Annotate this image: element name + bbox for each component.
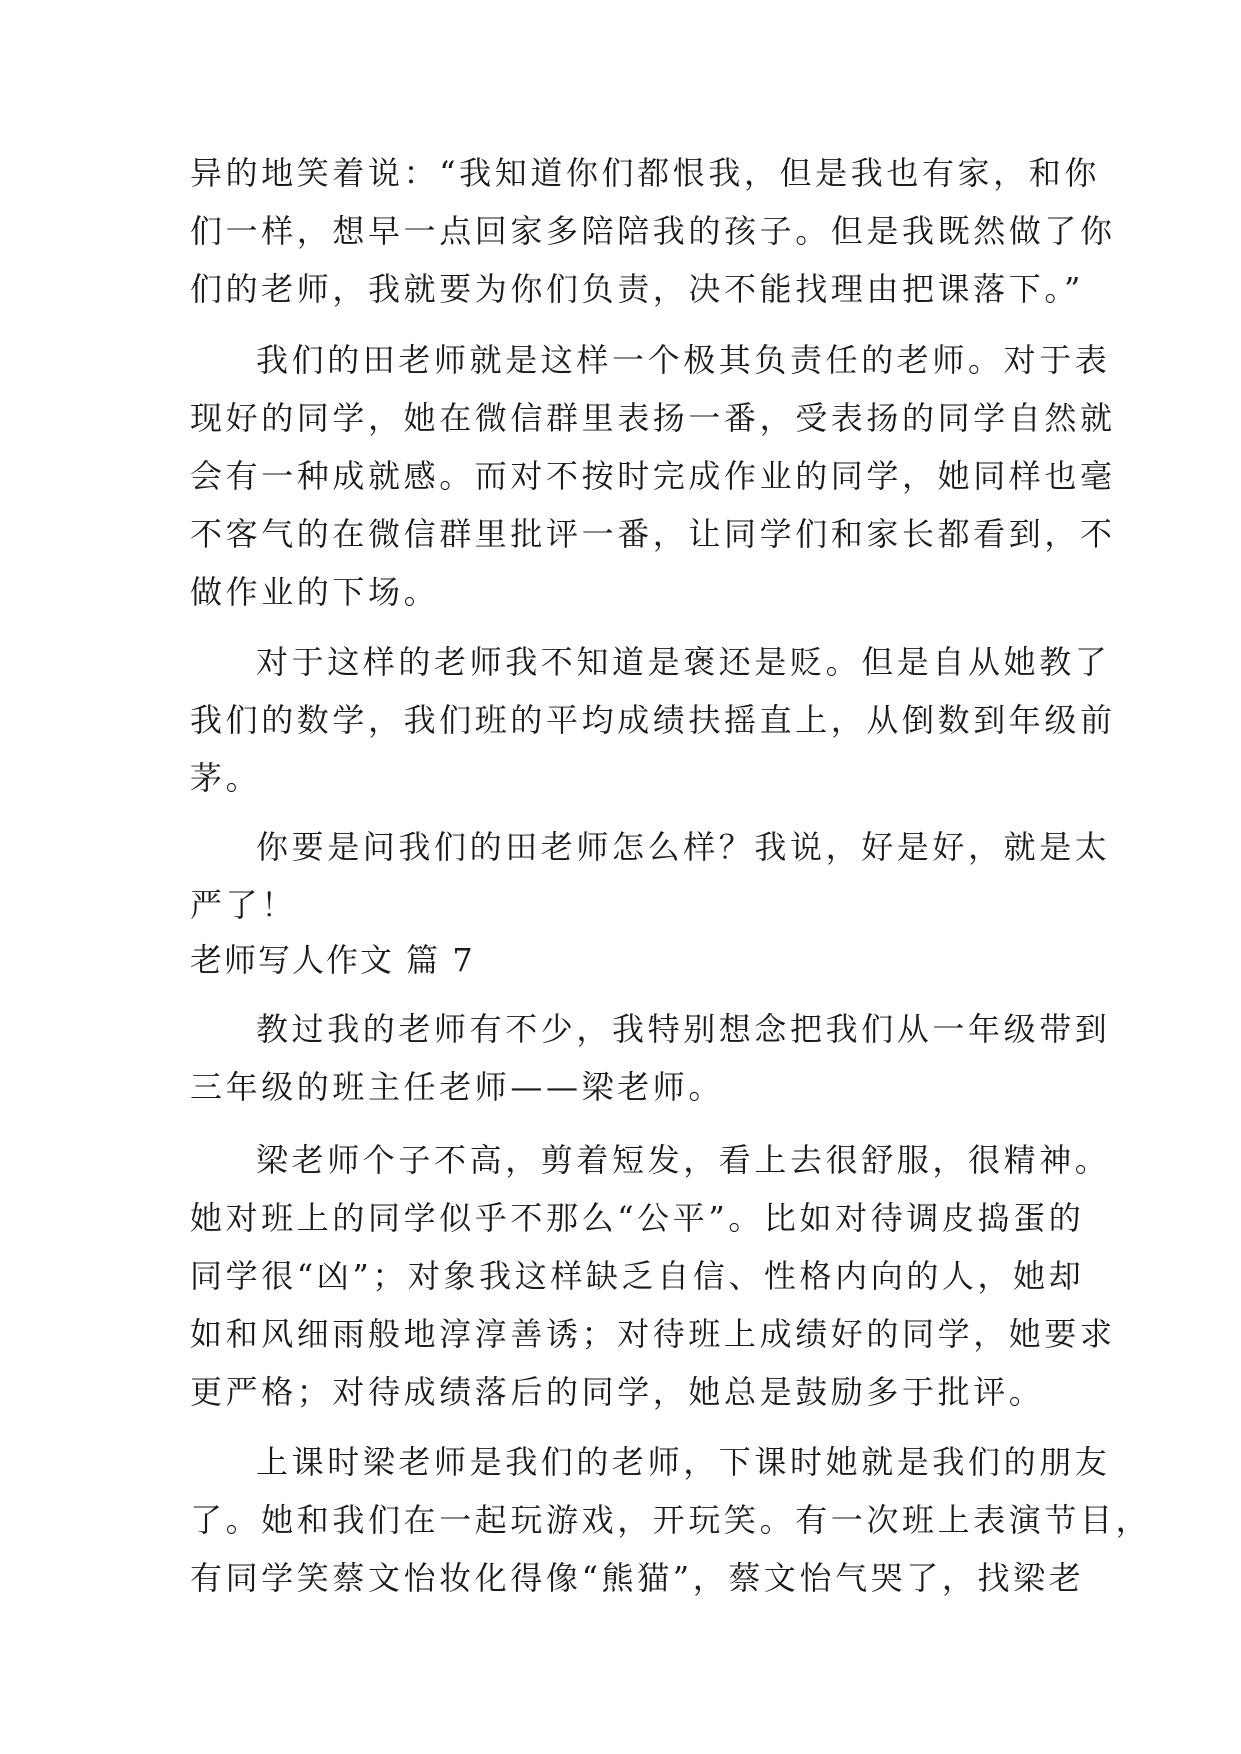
text-line: 会有一种成就感。而对不按时完成作业的同学，她同样也毫 [190, 457, 1116, 495]
paragraph-first-line: 对于这样的老师我不知道是褒还是贬。但是自从她教了 [256, 643, 1111, 681]
text-line: 们的老师，我就要为你们负责，决不能找理由把课落下。” [190, 270, 1084, 308]
text-line: 同学很“凶”；对象我这样缺乏自信、性格内向的人，她却 [190, 1257, 1085, 1295]
text-line: 更严格；对待成绩落后的同学，她总是鼓励多于批评。 [190, 1373, 1045, 1411]
paragraph-first-line: 梁老师个子不高，剪着短发，看上去很舒服，很精神。 [256, 1141, 1111, 1179]
text-line: 不客气的在微信群里批评一番，让同学们和家长都看到，不 [190, 515, 1116, 553]
text-line: 们一样，想早一点回家多陪陪我的孩子。但是我既然做了你 [190, 212, 1116, 250]
text-line: 三年级的班主任老师——梁老师。 [190, 1068, 725, 1106]
paragraph-first-line: 你要是问我们的田老师怎么样？我说，好是好，就是太 [256, 828, 1111, 866]
paragraph-first-line: 上课时梁老师是我们的老师，下课时她就是我们的朋友 [256, 1443, 1111, 1481]
text-line: 现好的同学，她在微信群里表扬一番，受表扬的同学自然就 [190, 399, 1116, 437]
text-line: 有同学笑蔡文怡妆化得像“熊猫”，蔡文怡气哭了，找梁老 [190, 1559, 1085, 1597]
text-line: 了。她和我们在一起玩游戏，开玩笑。有一次班上表演节目， [190, 1501, 1152, 1539]
text-line: 她对班上的同学似乎不那么“公平”。比如对待调皮捣蛋的 [190, 1199, 1085, 1237]
paragraph-first-line: 我们的田老师就是这样一个极其负责任的老师。对于表 [256, 341, 1111, 379]
text-line: 我们的数学，我们班的平均成绩扶摇直上，从倒数到年级前 [190, 701, 1116, 739]
text-line: 严了！ [190, 886, 297, 924]
paragraph-first-line: 教过我的老师有不少，我特别想念把我们从一年级带到 [256, 1010, 1111, 1048]
text-line: 如和风细雨般地淳淳善诱；对待班上成绩好的同学，她要求 [190, 1315, 1116, 1353]
text-line: 茅。 [190, 759, 262, 797]
section-heading: 老师写人作文 篇 7 [190, 941, 475, 979]
text-line: 做作业的下场。 [190, 573, 440, 611]
text-line: 异的地笑着说：“我知道你们都恨我，但是我也有家，和你 [190, 154, 1100, 192]
